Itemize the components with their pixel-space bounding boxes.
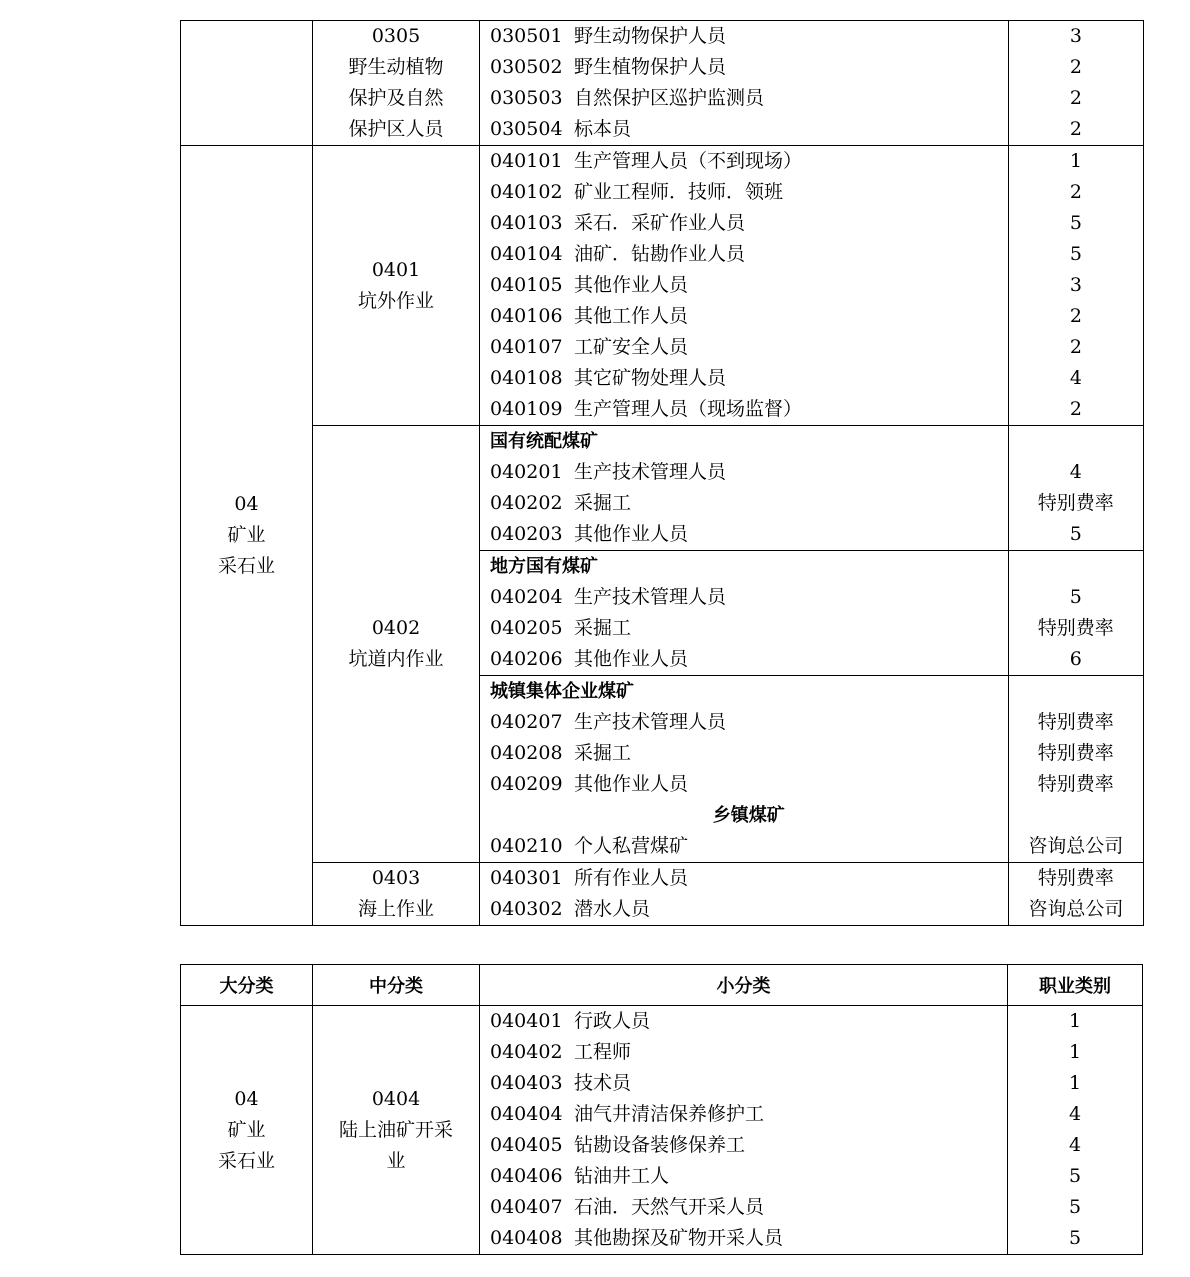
major-category-name: 采石业 bbox=[217, 1149, 275, 1172]
table-row bbox=[181, 863, 1144, 926]
mid-category-cell bbox=[313, 426, 480, 863]
item-code: 040210 bbox=[490, 835, 563, 857]
occupation-class: 2 bbox=[1069, 336, 1082, 358]
item-name: 其他作业人员 bbox=[574, 274, 689, 296]
list-item bbox=[480, 332, 1008, 363]
occupation-class-cell bbox=[1008, 21, 1143, 146]
item-name: 潜水人员 bbox=[574, 898, 651, 920]
sub-category-cell bbox=[480, 426, 1008, 551]
occupation-class: 2 bbox=[1069, 181, 1082, 203]
occupation-class: 4 bbox=[1068, 1134, 1082, 1156]
item-name: 生产技术管理人员 bbox=[574, 711, 727, 733]
occupation-class: 咨询总公司 bbox=[1028, 898, 1124, 920]
item-code: 040105 bbox=[490, 274, 563, 296]
sub-category-cell bbox=[480, 551, 1008, 676]
item-code: 030502 bbox=[490, 56, 563, 78]
occupation-class-cell bbox=[1008, 676, 1143, 863]
item-name: 采掘工 bbox=[574, 742, 632, 764]
list-item bbox=[480, 114, 1008, 145]
occupation-class: 2 bbox=[1069, 56, 1082, 78]
occupation-class: 特别费率 bbox=[1037, 711, 1114, 733]
occupation-class: 1 bbox=[1068, 1041, 1082, 1063]
mid-category-code: 0403 bbox=[371, 867, 421, 889]
occupation-class: 6 bbox=[1069, 648, 1082, 670]
list-item bbox=[480, 208, 1008, 239]
item-name: 生产管理人员（不到现场） bbox=[574, 150, 803, 172]
list-item bbox=[480, 394, 1008, 425]
item-name: 石油．天然气开采人员 bbox=[574, 1196, 765, 1218]
list-item bbox=[480, 1130, 1007, 1161]
item-name: 采石．采矿作业人员 bbox=[574, 212, 746, 234]
list-item bbox=[480, 644, 1008, 675]
occupation-class: 2 bbox=[1069, 87, 1082, 109]
occupation-class: 4 bbox=[1069, 461, 1082, 483]
item-name: 野生动物保护人员 bbox=[574, 25, 727, 47]
item-code: 040107 bbox=[490, 336, 563, 358]
list-item bbox=[480, 1037, 1007, 1068]
item-code: 040408 bbox=[490, 1227, 563, 1249]
item-name: 钻勘设备装修保养工 bbox=[574, 1134, 746, 1156]
item-name: 其他工作人员 bbox=[574, 305, 689, 327]
list-item bbox=[480, 21, 1008, 52]
mid-category-name: 坑道内作业 bbox=[348, 648, 444, 670]
item-code: 040402 bbox=[490, 1041, 563, 1063]
item-name: 所有作业人员 bbox=[574, 867, 689, 889]
item-code: 040208 bbox=[490, 742, 563, 764]
mid-category-code: 0404 bbox=[371, 1087, 421, 1110]
item-name: 生产管理人员（现场监督） bbox=[574, 398, 803, 420]
item-name: 其他勘探及矿物开采人员 bbox=[574, 1227, 784, 1249]
occupation-class: 特别费率 bbox=[1037, 867, 1114, 889]
item-name: 标本员 bbox=[574, 118, 632, 140]
list-item bbox=[480, 146, 1008, 177]
item-code: 040407 bbox=[490, 1196, 563, 1218]
occupation-class: 1 bbox=[1068, 1010, 1082, 1032]
item-name: 行政人员 bbox=[574, 1010, 651, 1032]
list-item bbox=[480, 83, 1008, 114]
item-name: 野生植物保护人员 bbox=[574, 56, 727, 78]
table-row bbox=[480, 551, 1143, 676]
item-code: 040302 bbox=[490, 898, 563, 920]
mid-category-name: 业 bbox=[386, 1149, 406, 1172]
mid-category-name: 陆上油矿开采 bbox=[338, 1118, 453, 1141]
item-code: 040206 bbox=[490, 648, 563, 670]
major-category-code: 04 bbox=[234, 493, 259, 515]
table-row bbox=[480, 426, 1143, 551]
item-code: 030504 bbox=[490, 118, 563, 140]
item-name: 钻油井工人 bbox=[574, 1165, 670, 1187]
list-item bbox=[480, 301, 1008, 332]
item-code: 030503 bbox=[490, 87, 563, 109]
occupation-class: 5 bbox=[1068, 1196, 1082, 1218]
list-item bbox=[480, 270, 1008, 301]
occupation-class: 特别费率 bbox=[1037, 773, 1114, 795]
mid-category-name: 保护及自然 bbox=[348, 87, 444, 109]
list-item bbox=[480, 863, 1008, 894]
occupation-class: 特别费率 bbox=[1037, 617, 1114, 639]
table-row bbox=[181, 146, 1144, 426]
item-code: 040108 bbox=[490, 367, 563, 389]
mid-category-name: 保护区人员 bbox=[348, 118, 444, 140]
mid-category-cell bbox=[313, 863, 480, 926]
group-title: 乡镇煤矿 bbox=[712, 805, 785, 826]
mid-category-name: 野生动植物 bbox=[348, 56, 444, 78]
item-code: 040202 bbox=[490, 492, 563, 514]
item-name: 生产技术管理人员 bbox=[574, 461, 727, 483]
item-name: 技术员 bbox=[574, 1072, 632, 1094]
occupation-class: 4 bbox=[1068, 1103, 1082, 1125]
occupation-class: 2 bbox=[1069, 398, 1082, 420]
occupation-class: 特别费率 bbox=[1037, 742, 1114, 764]
item-code: 040406 bbox=[490, 1165, 563, 1187]
item-code: 040103 bbox=[490, 212, 563, 234]
mid-category-code: 0305 bbox=[371, 25, 421, 47]
item-code: 040104 bbox=[490, 243, 563, 265]
mid-category-cell bbox=[313, 21, 480, 146]
group-title: 城镇集体企业煤矿 bbox=[490, 681, 634, 702]
item-name: 生产技术管理人员 bbox=[574, 586, 727, 608]
item-name: 采掘工 bbox=[574, 492, 632, 514]
sub-category-cell bbox=[480, 21, 1009, 146]
item-name: 其它矿物处理人员 bbox=[574, 367, 727, 389]
list-item bbox=[480, 239, 1008, 270]
list-item bbox=[480, 707, 1008, 738]
group-title: 地方国有煤矿 bbox=[490, 556, 598, 577]
major-category-cell bbox=[181, 146, 313, 926]
major-category-cell bbox=[181, 21, 313, 146]
item-name: 矿业工程师．技师．领班 bbox=[574, 181, 784, 203]
item-code: 040201 bbox=[490, 461, 563, 483]
occupation-class-cell bbox=[1008, 863, 1143, 926]
list-item bbox=[480, 582, 1008, 613]
occupation-class: 5 bbox=[1069, 243, 1082, 265]
item-name: 工程师 bbox=[574, 1041, 632, 1063]
list-item bbox=[480, 831, 1008, 862]
occupation-class: 2 bbox=[1069, 305, 1082, 327]
occupation-class-cell bbox=[1008, 426, 1143, 551]
list-item bbox=[480, 1223, 1007, 1254]
occupation-class: 1 bbox=[1068, 1072, 1082, 1094]
list-item bbox=[480, 519, 1008, 550]
sub-category-cell bbox=[480, 146, 1009, 426]
occupation-table-top bbox=[180, 20, 1144, 926]
list-item bbox=[480, 738, 1008, 769]
list-item bbox=[480, 488, 1008, 519]
occupation-class: 特别费率 bbox=[1037, 492, 1114, 514]
item-code: 040106 bbox=[490, 305, 563, 327]
sub-category-cell bbox=[480, 863, 1009, 926]
list-item bbox=[480, 1006, 1007, 1037]
item-name: 油矿．钻勘作业人员 bbox=[574, 243, 746, 265]
item-name: 个人私营煤矿 bbox=[574, 835, 689, 857]
sub-category-cell bbox=[480, 676, 1008, 863]
occupation-class: 5 bbox=[1068, 1165, 1082, 1187]
item-code: 040102 bbox=[490, 181, 563, 203]
occupation-class: 咨询总公司 bbox=[1028, 835, 1124, 857]
table-header-row bbox=[181, 965, 1143, 1006]
occupation-class: 3 bbox=[1069, 274, 1082, 296]
occupation-class: 1 bbox=[1069, 150, 1082, 172]
item-code: 040101 bbox=[490, 150, 563, 172]
occupation-class: 4 bbox=[1069, 367, 1082, 389]
table-row bbox=[480, 676, 1143, 863]
group-title: 国有统配煤矿 bbox=[490, 431, 598, 452]
item-code: 040209 bbox=[490, 773, 563, 795]
item-code: 040301 bbox=[490, 867, 563, 889]
sub-category-group bbox=[480, 426, 1144, 863]
major-category-code: 04 bbox=[234, 1087, 259, 1110]
mid-category-code: 0401 bbox=[371, 258, 421, 281]
occupation-class-cell bbox=[1008, 551, 1143, 676]
item-name: 采掘工 bbox=[574, 617, 632, 639]
item-code: 040109 bbox=[490, 398, 563, 420]
occupation-class-cell bbox=[1008, 146, 1143, 426]
header-major-category: 大分类 bbox=[181, 965, 313, 1006]
occupation-class: 5 bbox=[1069, 212, 1082, 234]
item-code: 040204 bbox=[490, 586, 563, 608]
item-name: 其他作业人员 bbox=[574, 523, 689, 545]
list-item bbox=[480, 613, 1008, 644]
list-item bbox=[480, 769, 1008, 800]
item-code: 040207 bbox=[490, 711, 563, 733]
occupation-class: 2 bbox=[1069, 118, 1082, 140]
list-item bbox=[480, 363, 1008, 394]
mid-category-cell bbox=[313, 1006, 480, 1255]
item-code: 040405 bbox=[490, 1134, 563, 1156]
item-name: 其他作业人员 bbox=[574, 773, 689, 795]
list-item bbox=[480, 1068, 1007, 1099]
item-code: 040203 bbox=[490, 523, 563, 545]
table-row bbox=[181, 426, 1144, 863]
mid-category-name: 海上作业 bbox=[357, 898, 434, 920]
item-name: 工矿安全人员 bbox=[574, 336, 689, 358]
major-category-name: 采石业 bbox=[217, 555, 275, 577]
major-category-cell bbox=[181, 1006, 313, 1255]
item-name: 其他作业人员 bbox=[574, 648, 689, 670]
mid-category-name: 坑外作业 bbox=[357, 289, 434, 312]
item-code: 030501 bbox=[490, 25, 563, 47]
major-category-name: 矿业 bbox=[227, 524, 266, 546]
sub-category-cell bbox=[480, 1006, 1008, 1255]
header-sub-category: 小分类 bbox=[480, 965, 1008, 1006]
mid-category-cell bbox=[313, 146, 480, 426]
header-occupation-class: 职业类别 bbox=[1008, 965, 1143, 1006]
occupation-class: 5 bbox=[1069, 523, 1082, 545]
occupation-class-cell bbox=[1008, 1006, 1143, 1255]
occupation-class: 5 bbox=[1069, 586, 1082, 608]
item-code: 040205 bbox=[490, 617, 563, 639]
mid-category-code: 0402 bbox=[371, 617, 421, 639]
occupation-table-bottom bbox=[180, 964, 1143, 1255]
list-item bbox=[480, 1161, 1007, 1192]
coal-mine-subtable bbox=[480, 426, 1143, 862]
item-name: 油气井清洁保养修护工 bbox=[574, 1103, 765, 1125]
item-code: 040403 bbox=[490, 1072, 563, 1094]
item-name: 自然保护区巡护监测员 bbox=[574, 87, 765, 109]
occupation-class: 5 bbox=[1068, 1227, 1082, 1249]
item-code: 040401 bbox=[490, 1010, 563, 1032]
list-item bbox=[480, 52, 1008, 83]
table-row bbox=[181, 21, 1144, 146]
list-item bbox=[480, 1099, 1007, 1130]
header-mid-category: 中分类 bbox=[313, 965, 480, 1006]
table-row bbox=[181, 1006, 1143, 1255]
list-item bbox=[480, 177, 1008, 208]
occupation-class: 3 bbox=[1069, 25, 1082, 47]
list-item bbox=[480, 1192, 1007, 1223]
item-code: 040404 bbox=[490, 1103, 563, 1125]
major-category-name: 矿业 bbox=[227, 1118, 266, 1141]
list-item bbox=[480, 457, 1008, 488]
list-item bbox=[480, 894, 1008, 925]
